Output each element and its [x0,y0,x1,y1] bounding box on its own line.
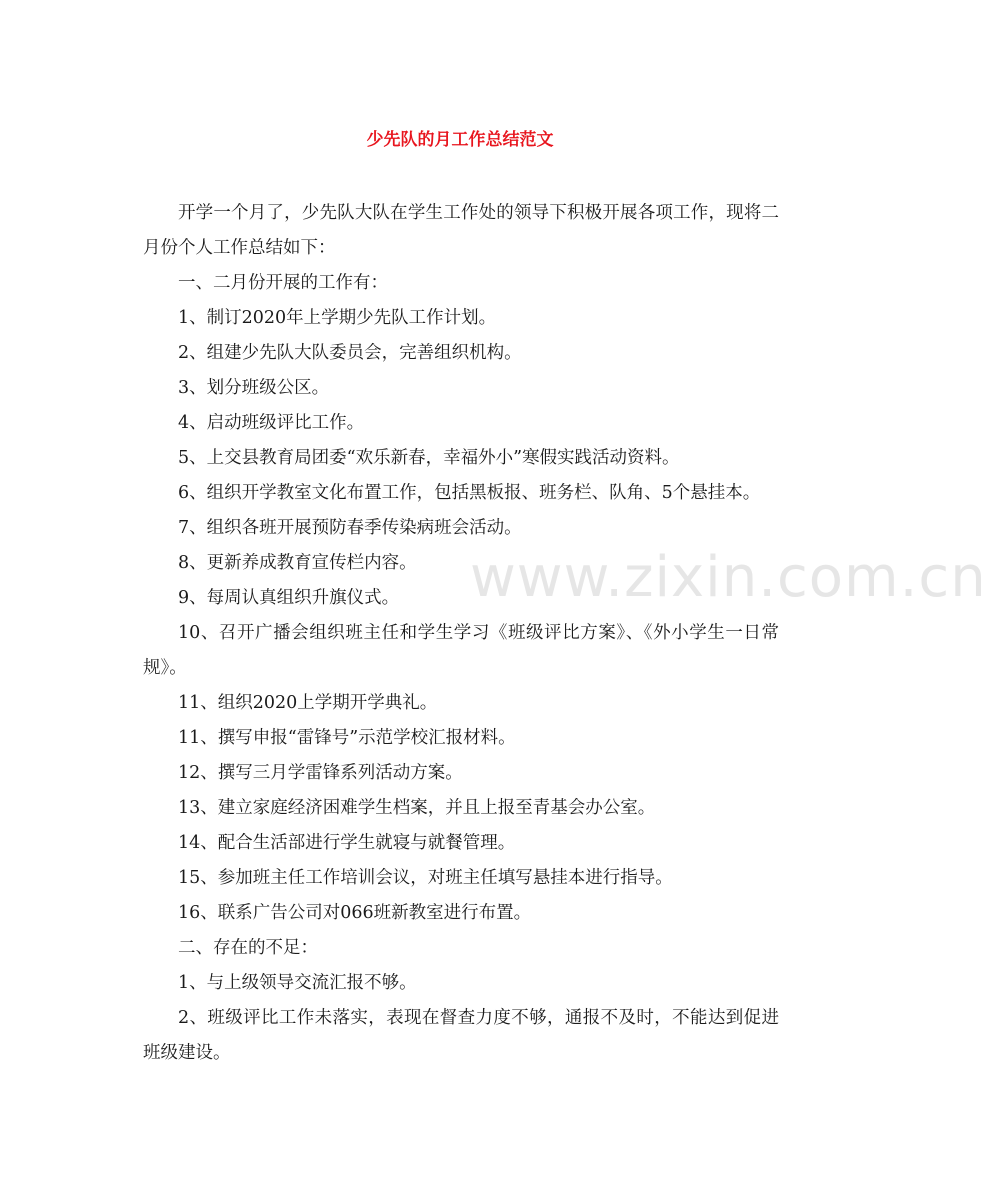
list-item: 5、上交县教育局团委“欢乐新春，幸福外小”寒假实践活动资料。 [178,448,680,468]
list-item: 4、启动班级评比工作。 [178,413,365,433]
section-heading: 一、二月份开展的工作有： [178,273,388,293]
watermark: www.zixin.com.cn [470,545,987,610]
list-item: 13、建立家庭经济困难学生档案，并且上报至青基会办公室。 [178,798,656,818]
list-item: 9、每周认真组织升旗仪式。 [178,588,400,608]
list-item: 1、与上级领导交流汇报不够。 [178,973,417,993]
document-body [143,196,779,1071]
list-item: 2、组建少先队大队委员会，完善组织机构。 [178,343,522,363]
list-item: 3、划分班级公区。 [178,378,330,398]
list-item: 15、参加班主任工作培训会议，对班主任填写悬挂本进行指导。 [178,868,673,888]
list-item: 11、撰写申报“雷锋号”示范学校汇报材料。 [178,728,516,748]
list-item: 1、制订2020年上学期少先队工作计划。 [178,308,497,328]
list-item: 10、召开广播会组织班主任和学生学习《班级评比方案》、《外小学生一日常规》。 [143,623,779,678]
paragraph: 开学一个月了，少先队大队在学生工作处的领导下积极开展各项工作，现将二月份个人工作总结如下： [143,203,779,258]
list-item: 14、配合生活部进行学生就寝与就餐管理。 [178,833,516,853]
list-item: 2、班级评比工作未落实，表现在督查力度不够，通报不及时，不能达到促进班级建设。 [143,1008,779,1063]
list-item: 16、联系广告公司对066班新教室进行布置。 [178,903,532,923]
list-item: 8、更新养成教育宣传栏内容。 [178,553,417,573]
document-title: 少先队的月工作总结范文 [366,130,554,150]
list-item: 6、组织开学教室文化布置工作，包括黑板报、班务栏、队角、5个悬挂本。 [178,483,761,503]
list-item: 12、撰写三月学雷锋系列活动方案。 [178,763,463,783]
section-heading: 二、存在的不足： [178,938,318,958]
list-item: 7、组织各班开展预防春季传染病班会活动。 [178,518,522,538]
list-item: 11、组织2020上学期开学典礼。 [178,693,438,713]
